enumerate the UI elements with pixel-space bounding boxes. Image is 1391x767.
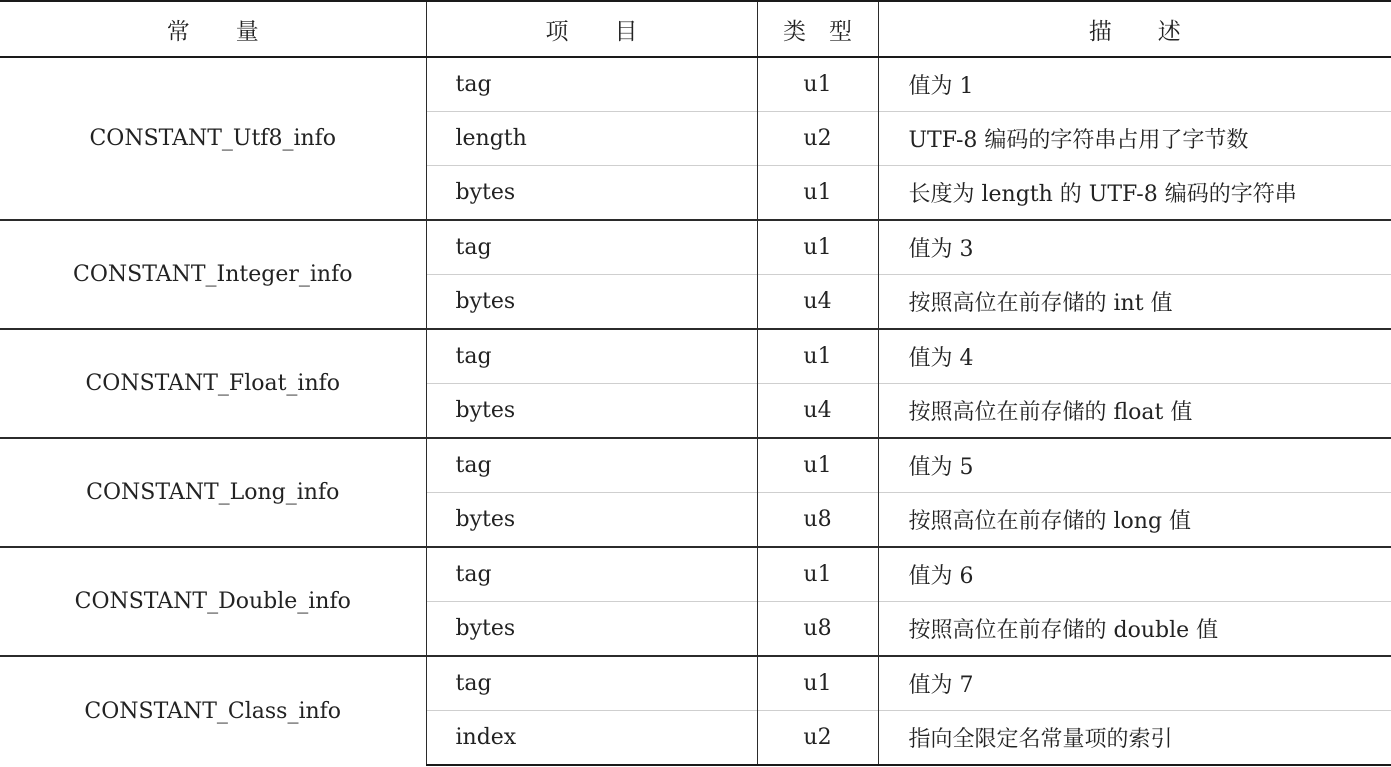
constant-name-cell: CONSTANT_Utf8_info bbox=[0, 57, 426, 220]
type-cell: u1 bbox=[757, 166, 878, 221]
description-cell: 按照高位在前存储的 int 值 bbox=[878, 275, 1391, 330]
description-cell: 值为 1 bbox=[878, 57, 1391, 112]
type-cell: u1 bbox=[757, 547, 878, 602]
table-header bbox=[0, 1, 1391, 57]
header-desc: 描 述 bbox=[878, 1, 1391, 57]
item-cell: tag bbox=[426, 220, 757, 275]
item-cell: length bbox=[426, 112, 757, 166]
item-cell: tag bbox=[426, 547, 757, 602]
description-cell: 按照高位在前存储的 float 值 bbox=[878, 384, 1391, 439]
header-type: 类 型 bbox=[757, 1, 878, 57]
table-row bbox=[0, 220, 1391, 275]
description-cell: 值为 6 bbox=[878, 547, 1391, 602]
item-cell: bytes bbox=[426, 493, 757, 548]
item-cell: tag bbox=[426, 329, 757, 384]
item-cell: tag bbox=[426, 57, 757, 112]
type-cell: u1 bbox=[757, 656, 878, 711]
item-cell: bytes bbox=[426, 384, 757, 439]
type-cell: u1 bbox=[757, 329, 878, 384]
type-cell: u2 bbox=[757, 112, 878, 166]
constant-name-cell: CONSTANT_Double_info bbox=[0, 547, 426, 656]
table-row bbox=[0, 57, 1391, 112]
type-cell: u1 bbox=[757, 438, 878, 493]
header-row bbox=[0, 1, 1391, 57]
description-cell: 指向全限定名常量项的索引 bbox=[878, 711, 1391, 766]
item-cell: tag bbox=[426, 656, 757, 711]
header-constant: 常 量 bbox=[0, 1, 426, 57]
description-cell: UTF-8 编码的字符串占用了字节数 bbox=[878, 112, 1391, 166]
description-cell: 按照高位在前存储的 long 值 bbox=[878, 493, 1391, 548]
type-cell: u1 bbox=[757, 220, 878, 275]
type-cell: u8 bbox=[757, 602, 878, 657]
item-cell: index bbox=[426, 711, 757, 766]
constant-name-cell: CONSTANT_Class_info bbox=[0, 656, 426, 765]
constant-name-cell: CONSTANT_Long_info bbox=[0, 438, 426, 547]
type-cell: u4 bbox=[757, 384, 878, 439]
constant-name-cell: CONSTANT_Integer_info bbox=[0, 220, 426, 329]
item-cell: bytes bbox=[426, 166, 757, 221]
table-row bbox=[0, 547, 1391, 602]
table-row bbox=[0, 329, 1391, 384]
description-cell: 长度为 length 的 UTF-8 编码的字符串 bbox=[878, 166, 1391, 221]
type-cell: u4 bbox=[757, 275, 878, 330]
table-row bbox=[0, 656, 1391, 711]
type-cell: u2 bbox=[757, 711, 878, 766]
item-cell: tag bbox=[426, 438, 757, 493]
type-cell: u8 bbox=[757, 493, 878, 548]
description-cell: 按照高位在前存储的 double 值 bbox=[878, 602, 1391, 657]
description-cell: 值为 7 bbox=[878, 656, 1391, 711]
table-body bbox=[0, 57, 1391, 765]
constant-name-cell: CONSTANT_Float_info bbox=[0, 329, 426, 438]
description-cell: 值为 5 bbox=[878, 438, 1391, 493]
table-row bbox=[0, 438, 1391, 493]
item-cell: bytes bbox=[426, 275, 757, 330]
item-cell: bytes bbox=[426, 602, 757, 657]
header-item: 项 目 bbox=[426, 1, 757, 57]
type-cell: u1 bbox=[757, 57, 878, 112]
description-cell: 值为 3 bbox=[878, 220, 1391, 275]
description-cell: 值为 4 bbox=[878, 329, 1391, 384]
